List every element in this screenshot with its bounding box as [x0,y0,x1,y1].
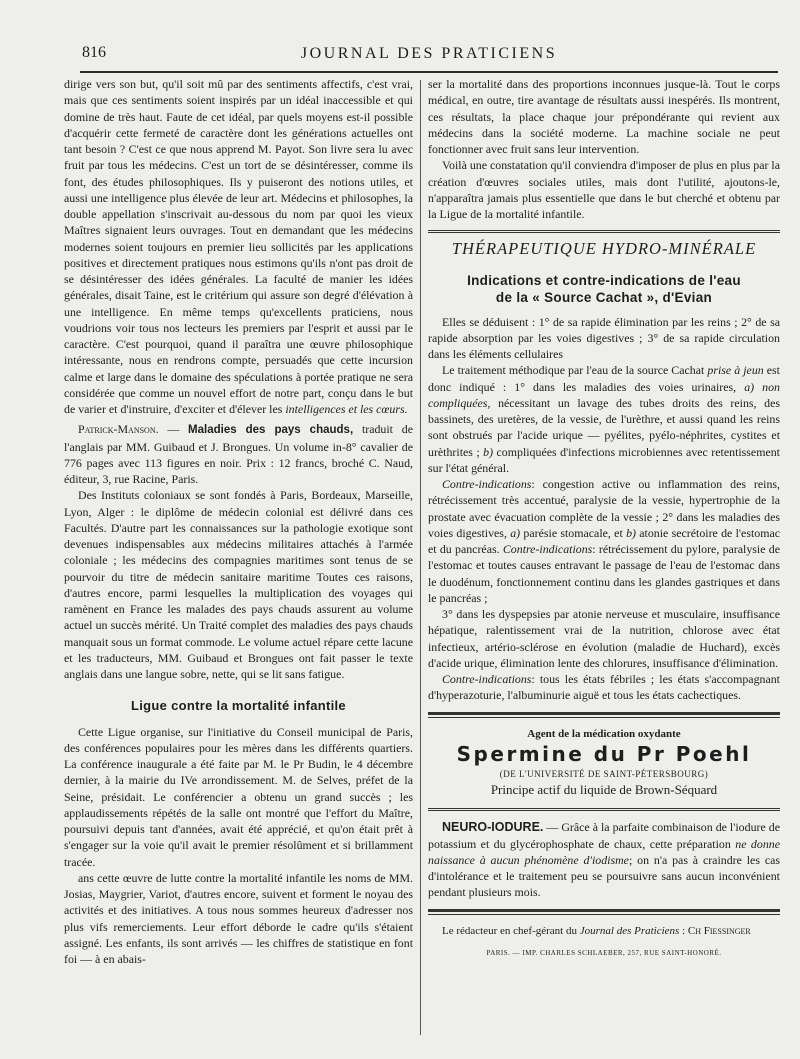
ad-agent-line: Agent de la médication oxydante [527,727,681,740]
page-number: 816 [82,44,106,61]
ligue-paragraph-1: Cette Ligue organise, sur l'initiative du Conseil municipal de Paris, des conférences populaires pour les mères dans les différents quartiers. La conférence inaugurale a été faite par M. le Pr Budin, le 4 décembre dernier, à la mairie du IVe arrondissement. M. de Selves, préfet de la Seine, présidait. Le conférencier a obtenu un grand succès ; les applaudissements répétés de la salle ont montré que l'effort du Maître, poursuivi depuis tant d'années, avait été apprécié, et qu'on était prêt à s'engager sur la voie qu'il avait le premier résolûment et si brillamment tracée. [64,724,413,869]
editor-line: Le rédacteur en chef-gérant du Journal des Praticiens : Ch Fiessinger [442,924,751,937]
right-column [428,76,780,961]
advertisement-spermine [428,726,780,799]
column-divider [420,80,421,1035]
contraindications-1: Contre-indications: congestion active ou inflammation des reins, rétrécissement très accentué, paralysie de la vessie, hypertrophie de la prostate avec évacuation complète de la vessie ; 2° dans les maladies des voies digestives, a) parésie stomacale, et b) atonie secrétoire de l'estomac et du pancréas. Contre-indications: rétrécissement du pylore, paralysie de l'estomac et toutes causes entravant le passage de l'eau de l'estomac dans le duodénum, fonctionnement continu dans les glandes gastriques et dans le pancréas ; [428,477,781,605]
section-divider [428,230,780,233]
journal-title: JOURNAL DES PRATICIENS [300,45,558,62]
ligue-conclusion: Voilà une constatation qu'il conviendra d'imposer de plus en plus par la création d'œuvres sociales utiles, mais dont l'utilité, ajoutons-le, n'apparaîtra jamais plus essentielle que dans le but cherché et obtenu par la Ligue de la mortalité infantile. [428,158,780,221]
article-paragraph-2: Le traitement méthodique par l'eau de la source Cachat prise à jeun est donc indiqué : 1° dans les maladies des voies urinaires, a) non compliquées, nécessitant un lavage des tubes droits des reins, des bassinets, des uretères, de la vessie, de l'urèthre, et aussi quand les reins sont obstrués par l'acide urique — pyélites, pyélo-néphrites, cystites et urèthrites ; b) compliquées d'infections microbiennes avec retentissement sur l'état général. [428,363,780,475]
ad-university: (DE L'UNIVERSITÉ DE SAINT-PÉTERSBOURG) [499,768,709,779]
ad-divider-top-thin [428,717,780,718]
rubric-title: THÉRAPEUTIQUE HYDRO-MINÉRALE [451,239,757,259]
header-rule [80,71,778,73]
ligue-paragraph-2: ans cette œuvre de lutte contre la mortalité infantile les noms de MM. Josias, Maygrier, Variot, d'autres encore, suivent et forment le noyau des activités et des initiatives. A tous nous sommes heureux d'adresser nos plus vifs remerciements. Leur effort déborde le cadre qu'ils s'étaient assigné. Les enfants, ils sont arrivés — les chiffres de statistique en font foi — à en abais- [64,870,413,966]
article-paragraph-3: 3° dans les dyspepsies par atonie nerveuse et musculaire, insuffisance hépatique, ralentissement vrai de la nutrition, chlorose avec état infectieux, artério-sclérose en évolution (maladie de Huchard), excès d'acide urique, élimination lente des chlorures, insuffisance d'élimination. [428,607,780,670]
ad-brand-name: Spermine du Pr Poehl [456,741,752,766]
review-paragraph: Des Instituts coloniaux se sont fondés à Paris, Bordeaux, Marseille, Lyon, Alger : le diplôme de médecin colonial est délivré dans ces Facultés. D'autre part les connaissances sur la pathologie exotique sont devenues indispensables aux médecins militaires attachés à l'armée coloniale ; les médecins des compagnies maritimes sont tenus de se pourvoir du titre de médecin sanitaire maritime Toutes ces raisons, d'autres encore, parmi lesquelles la multiplication des voyages qui ramènent en France les malades des pays chauds assurent au volume actuel un succès mérité. Un Traité complet des maladies des pays chauds manquait sous un format commode. Le volume actuel répare cette lacune et les traducteurs, MM. Guibaud et Brongues ont fait passer le texte anglais dans une langue sobre, nette, qui se lit sans fatigue. [64,488,413,681]
ad-divider-middle [428,808,780,811]
footer-divider-thin [428,914,780,915]
book-review: Patrick-Manson. — Maladies des pays chauds, traduit de l'anglais par MM. Guibaud et J. Brongues. Un volume in-8° cavalier de 776 pages avec 113 figures en noir. Prix : 12 francs, broché C. Naud, éditeur, 3, rue Racine, Paris. [64,422,413,486]
advertisement-neuro-iodure: NEURO-IODURE. — Grâce à la parfaite combinaison de l'iodure de potassium et du glycérophosphate de chaux, cette préparation ne donne naissance à aucun phénomène d'iodisme; on n'a pas à craindre les cas d'intolérance et le traitement peu se poursuivre sans aucun inconvénient pendant plusieurs mois. [428,820,780,900]
page-header [80,40,778,70]
section-title-ligue: Ligue contre la mortalité infantile [131,698,346,714]
article-paragraph-1: Elles se déduisent : 1° de sa rapide élimination par les reins ; 2° de sa rapide absorption par les voies digestives ; 3° de sa rapide circulation dans les éléments cellulaires [428,314,780,361]
ad-divider-top [428,712,780,715]
ad-principe: Principe actif du liquide de Brown-Séquard [490,782,718,797]
contraindications-2: Contre-indications: tous les états fébriles ; les états s'accompagnant d'hyperazoturie, l'albuminurie aiguë et tous les états cachectiques. [428,672,780,703]
ligue-continued: ser la mortalité dans des proportions inconnues jusque-là. Tout le corps médical, en outre, tire avantage de résultats aussi inespérés. Ils montrent, ces résultats, la place chaque jour prépondérante qui revient aux médecins dans la société moderne. La machine sociale ne peut fonctionner avec fruit sans leur intervention. [428,77,780,156]
article-title: Indications et contre-indications de l'eau de la « Source Cachat », d'Evian [467,272,741,305]
continued-paragraph: dirige vers son but, qu'il soit mû par des sentiments affectifs, c'est vrai, mais que ces sentiments soient inspirés par un idéal inaccessible et qui domine de très haut. Faute de cet idéal, par quels moyens est-il possible d'acquérir cette fermeté de caractère dont les générations actuelles ont tant besoin ? C'est ce que nous apprend M. Payot. Son livre sera lu avec fruit par tous les médecins. C'est un tort de se désintéresser, comme ils font, des études philosophiques. Ils y puiseront des notions utiles, et aussi une intelligence plus élevée de leur art. Médecins et philosophes, la double appellation s'inscrivait au-dessous du nom par quoi les vieux Maîtres signaient leurs ouvrages. Tout en demandant que les médecins modernes soient toujours en premier lieu sollicités par les applications positives et directement pratiques nous estimons qu'ils n'ont pas droit de se désintéresser des idées générales. La faculté de manier les idées générales, disait Taine, est le critérium qui assure son degré d'élévation à une intelligence. En même temps qu'excellents praticiens, nous voudrions voir tous nos lecteurs les premiers par l'esprit et aussi par le caractère. C'est pourquoi, quand il paraîtra une œuvre philosophique intéressante, nous en rendrons compte, persuadés que cette incursion calme et large dans le domaine des spéculations à portée pratique ne sera considérée que comme un nouvel effort de notre part, conçu dans le but de varier et d'instruire, d'exciter et d'élever les intelligences et les cœurs. [64,77,413,416]
footer-divider [428,909,780,912]
printer-line: PARIS. — IMP. CHARLES SCHLAEBER, 257, RUE SAINT-HONORÉ. [486,948,722,957]
left-column [64,76,413,967]
